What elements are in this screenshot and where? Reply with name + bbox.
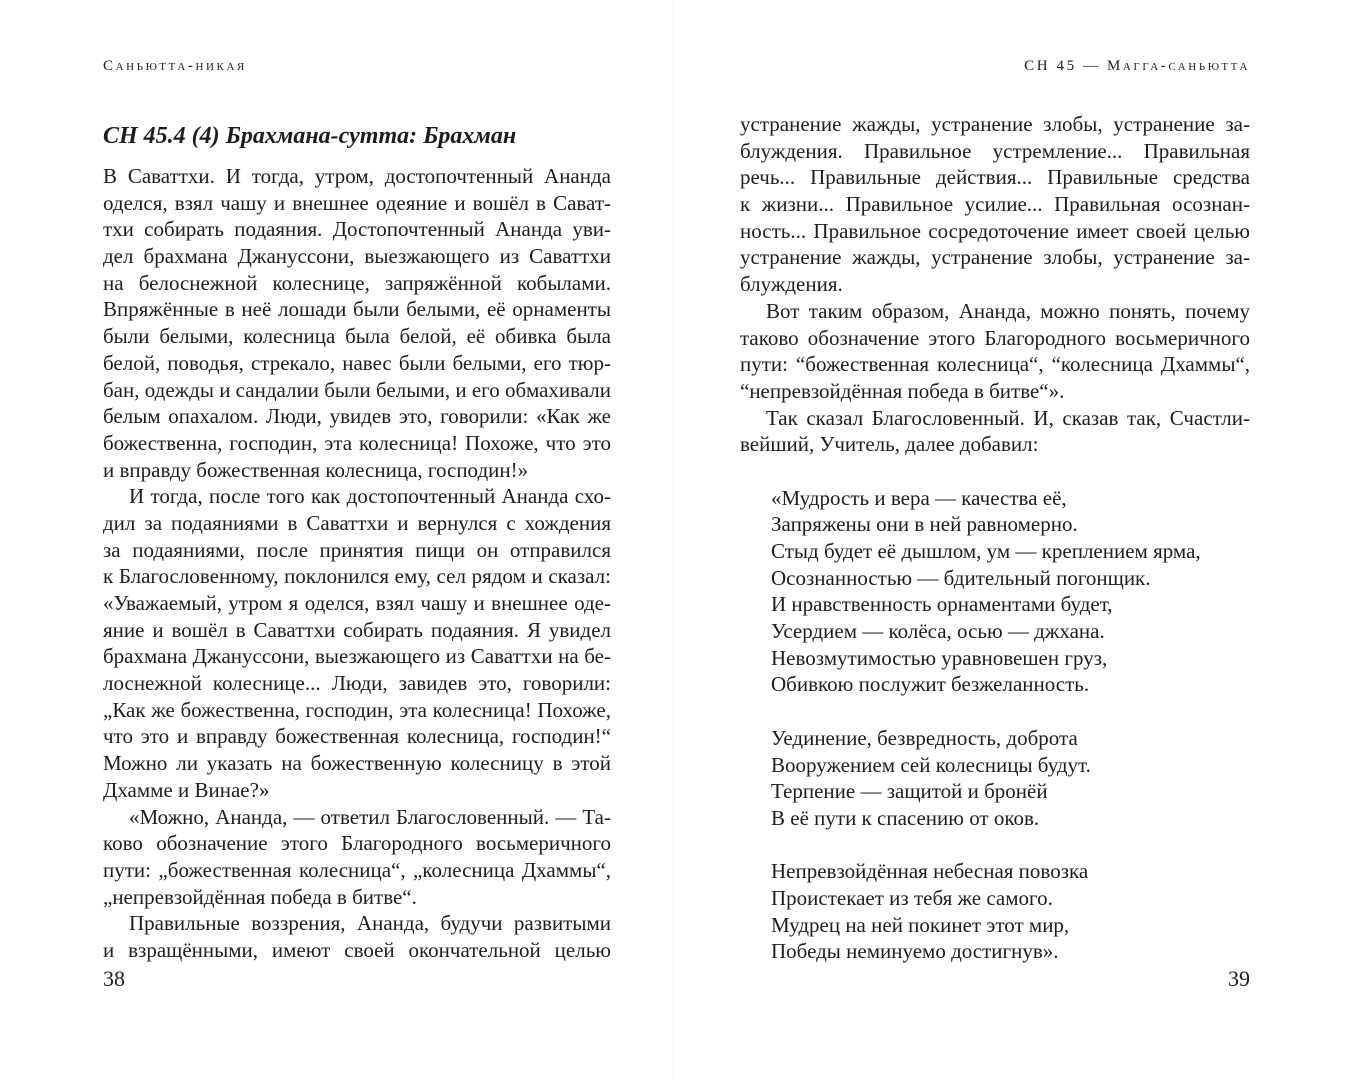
stanza-break — [740, 698, 1250, 725]
sutta-heading: СН 45.4 (4) Брахмана-сутта: Брахман — [103, 123, 517, 149]
text-line: ность... Правильное сосредоточение имеет своей целью — [740, 218, 1250, 243]
page-number: 39 — [1228, 966, 1250, 991]
verse-line: Терпение — защитой и бронёй — [771, 779, 1048, 804]
text-line: «Можно, Ананда, — ответил Благословенный. — Та- — [129, 804, 611, 829]
text-line: ково обозначение этого Благородного восьмеричного — [103, 831, 611, 856]
text-line: и взращёнными, имеют своей окончательной целью — [103, 937, 611, 962]
text-line: к жизни... Правильное усилие... Правильная осознан- — [740, 192, 1250, 217]
text-line: Правильные воззрения, Ананда, будучи развитыми — [129, 911, 611, 936]
verse-line: Непревзойдённая небесная повозка — [771, 859, 1089, 884]
text-line: божественна, господин, эта колесница! Похоже, что это — [103, 430, 611, 455]
text-line: и вправду божественная колесница, господин!» — [103, 457, 529, 482]
text-line: за подаяниями, после принятия пищи он отправился — [103, 537, 611, 562]
text-line: дел брахмана Джануссони, выезжающего из Саваттхи — [103, 244, 611, 269]
text-line: пути: “божественная колесница“, “колесница Дхаммы“, — [740, 352, 1250, 377]
text-line: блуждения. — [740, 272, 843, 297]
text-line: „Как же божественна, господин, эта колесница! Похоже, — [103, 697, 611, 722]
text-line: таково обозначение этого Благородного восьмеричного — [740, 325, 1250, 350]
text-line: Можно ли указать на божественную колесницу в этой — [103, 751, 611, 776]
verse-line: Вооружением сей колесницы будут. — [771, 752, 1091, 777]
text-line: В Саваттхи. И тогда, утром, достопочтенный Ананда — [103, 164, 611, 188]
text-line: лоснежной колеснице... Люди, завидев это, говорили: — [103, 671, 611, 696]
text-line: блуждения. Правильное устремление... Правильная — [740, 138, 1250, 163]
verse-line: В её пути к спасению от оков. — [771, 805, 1040, 830]
text-line: были белыми, колесница была белой, её обивка была — [103, 324, 611, 349]
text-line: И тогда, после того как достопочтенный Ананда схо- — [129, 484, 611, 509]
text-line: речь... Правильные действия... Правильные средства — [740, 165, 1250, 190]
stanza-break — [740, 458, 1250, 485]
verse-line: Запряжены они в ней равномерно. — [771, 512, 1078, 537]
text-line: Впряжённые в неё лошади были белыми, её орнаменты — [103, 297, 611, 322]
text-line: “непревзойдённая победа в битве“». — [740, 378, 1065, 403]
text-line: «Уважаемый, утром я оделся, взял чашу и внешнее оде- — [103, 591, 611, 615]
text-line: на белоснежной колеснице, запряжённой кобылами. — [103, 270, 611, 295]
text-line: Так сказал Благословенный. И, сказав так, Счастли- — [766, 405, 1250, 430]
text-line: что это и вправду божественная колесница, господин!“ — [103, 724, 611, 749]
verse-line: Проистекает из тебя же самого. — [771, 885, 1053, 910]
text-line: белым опахалом. Люди, увидев это, говорили: «Как же — [103, 404, 611, 429]
text-line: оделся, взял чашу и внешнее одеяние и вошёл в Сават- — [103, 190, 611, 215]
left-page-body — [103, 163, 611, 964]
verse-line: И нравственность орнаментами будет, — [771, 592, 1113, 617]
text-line: брахмана Джануссони, выезжающего из Саваттхи на бе- — [103, 644, 611, 669]
verse-line: «Мудрость и вера — качества её, — [771, 485, 1067, 510]
text-line: устранение жажды, устранение злобы, устранение за- — [740, 245, 1250, 270]
text-line: бан, одежды и сандалии были белыми, и его обмахивали — [103, 377, 612, 402]
text-line: вейший, Учитель, далее добавил: — [740, 432, 1039, 457]
verse-line: Невозмутимостью уравновешен груз, — [771, 645, 1108, 670]
text-line: белой, поводья, стрекало, навес были белыми, его тюр- — [103, 350, 611, 375]
text-line: Вот таким образом, Ананда, можно понять, почему — [766, 298, 1250, 323]
verse-line: Победы неминуемо достигнув». — [771, 939, 1059, 964]
text-line: дил за подаяниями в Саваттхи и вернулся с хождения — [103, 510, 611, 535]
verse-line: Обивкою послужит безжеланность. — [771, 672, 1090, 697]
text-line: устранение жажды, устранение злобы, устранение за- — [740, 112, 1250, 136]
text-line: к Благословенному, поклонился ему, сел рядом и сказал: — [103, 564, 611, 589]
verse-line: Стыд будет её дышлом, ум — креплением ярма, — [771, 539, 1201, 563]
right-page-body — [740, 111, 1250, 965]
stanza-break — [740, 832, 1250, 859]
verse-line: Осознанностью — бдительный погонщик. — [771, 565, 1151, 590]
running-head: СН 45 — Магга-саньютта — [1024, 58, 1250, 74]
text-line: яние и вошёл в Саваттхи собирать подаяния. Я увидел — [103, 617, 611, 642]
right-page — [740, 0, 1250, 1080]
verse-line: Мудрец на ней покинет этот мир, — [771, 912, 1070, 937]
book-gutter — [673, 0, 674, 1080]
text-line: тхи собирать подаяния. Достопочтенный Ананда уви- — [103, 217, 611, 242]
page-number: 38 — [103, 966, 125, 991]
verse-line: Уединение, безвредность, доброта — [771, 725, 1078, 750]
text-line: „непревзойдённая победа в битве“. — [103, 884, 417, 909]
text-line: пути: „божественная колесница“, „колесница Дхаммы“, — [103, 857, 611, 882]
running-head: Саньютта-никая — [103, 58, 247, 74]
text-line: Дхамме и Винае?» — [103, 777, 270, 802]
verse-line: Усердием — колёса, осью — джхана. — [771, 619, 1105, 644]
left-page — [103, 0, 611, 1080]
